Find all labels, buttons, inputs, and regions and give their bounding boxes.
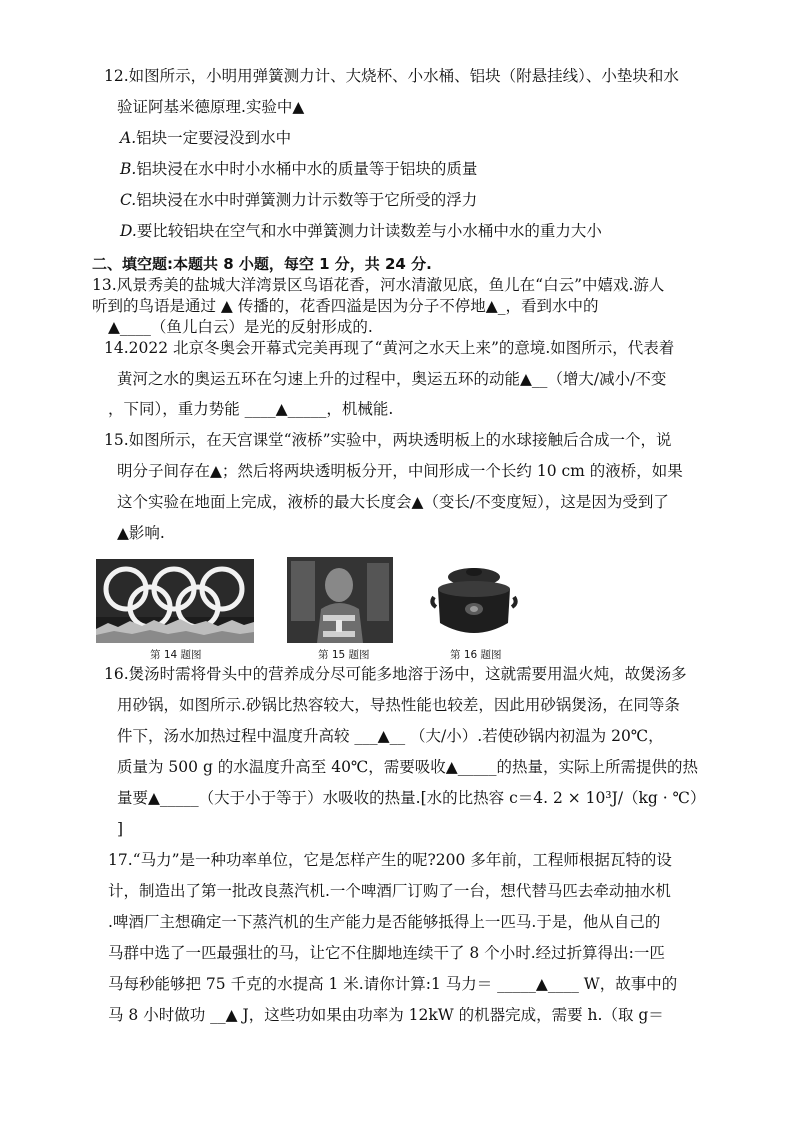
figure-14-olympic-rings: [96, 559, 254, 643]
q14-line2: 黄河之水的奥运五环在匀速上升的过程中，奥运五环的动能▲__（增大/减小/不变: [117, 370, 667, 388]
q13-line1: 13.风景秀美的盐城大洋湾景区鸟语花香，河水清澈见底，鱼儿在“白云”中嬉戏.游人: [92, 276, 665, 294]
q16-line2: 用砂锅，如图所示.砂锅比热容较大，导热性能也较差，因此用砂锅煲汤，在同等条: [117, 696, 680, 714]
q17-line2: 计，制造出了第一批改良蒸汽机.一个啤酒厂订购了一台，想代替马匹去牵动抽水机: [108, 882, 671, 900]
figure-15-liquid-bridge: [287, 557, 393, 643]
section-heading: 二、填空题:本题共 8 小题，每空 1 分，共 24 分.: [92, 255, 432, 273]
q12-option-a: [120, 128, 291, 148]
figure-14-caption: 第 14 题图: [150, 649, 202, 661]
q17-line4: 马群中选了一匹最强壮的马，让它不住脚地连续干了 8 个小时.经过折算得出:一匹: [108, 944, 665, 962]
q13-line3: ▲____（鱼儿白云）是光的反射形成的.: [108, 318, 373, 336]
figure-15-caption: 第 15 题图: [318, 649, 370, 661]
option-text: 要比较铝块在空气和水中弹簧测力计读数差与小水桶中水的重力大小: [136, 222, 602, 240]
q17-line5: 马每秒能够把 75 千克的水提高 1 米.请你计算:1 马力＝ _____▲____ W，故事中的: [108, 975, 678, 993]
option-text: 铝块浸在水中时弹簧测力计示数等于它所受的浮力: [136, 191, 478, 209]
option-text: 铝块浸在水中时小水桶中水的质量等于铝块的质量: [136, 160, 478, 178]
option-letter: B.: [120, 160, 137, 178]
q12-line1: 12.如图所示，小明用弹簧测力计、大烧杯、小水桶、铝块（附悬挂线）、小垫块和水: [104, 67, 679, 85]
q12-option-b: [120, 159, 477, 179]
q16-line5: 量要▲_____（大于小于等于）水吸收的热量.[水的比热容 c＝4. 2 × 10³J/（kg · ℃）: [117, 789, 706, 807]
q13-line2: 听到的鸟语是通过 ▲ 传播的，花香四溢是因为分子不停地▲_，看到水中的: [92, 297, 599, 315]
q12-option-c: [120, 190, 477, 210]
figure-16-clay-pot: [428, 563, 520, 643]
q14-line1: 14.2022 北京冬奥会开幕式完美再现了“黄河之水天上来”的意境.如图所示，代表着: [104, 339, 675, 357]
q17-line3: .啤酒厂主想确定一下蒸汽机的生产能力是否能够抵得上一匹马.于是，他从自己的: [108, 913, 661, 931]
q15-line2: 明分子间存在▲；然后将两块透明板分开，中间形成一个长约 10 cm 的液桥，如果: [117, 462, 683, 480]
q15-line1: 15.如图所示，在天宫课堂“液桥”实验中，两块透明板上的水球接触后合成一个，说: [104, 431, 672, 449]
option-letter: C.: [120, 191, 137, 209]
q16-line3: 件下，汤水加热过程中温度升高较 ___▲__ （大/小）.若使砂锅内初温为 20℃，: [117, 727, 664, 745]
q15-line3: 这个实验在地面上完成，液桥的最大长度会▲（变长/不变度短），这是因为受到了: [117, 493, 669, 511]
q12-option-d: [120, 221, 602, 241]
q16-line4: 质量为 500 g 的水温度升高至 40℃，需要吸收▲_____的热量，实际上所需提供的热: [117, 758, 698, 776]
q17-line1: 17.“马力”是一种功率单位，它是怎样产生的呢?200 多年前，工程师根据瓦特的设: [108, 851, 672, 869]
q16-line1: 16.煲汤时需将骨头中的营养成分尽可能多地溶于汤中，这就需要用温火炖，故煲汤多: [104, 665, 687, 683]
figure-16-caption: 第 16 题图: [450, 649, 502, 661]
q12-line2: 验证阿基米德原理.实验中▲: [117, 98, 305, 116]
option-letter: A.: [120, 129, 137, 147]
q15-line4: ▲影响.: [117, 524, 165, 542]
option-letter: D.: [120, 222, 137, 240]
option-text: 铝块一定要浸没到水中: [136, 129, 292, 147]
q14-line3: ，下同），重力势能 ____▲_____，机械能.: [108, 400, 394, 418]
q17-line6: 马 8 小时做功 __▲ J，这些功如果由功率为 12kW 的机器完成，需要 h.（取 g＝: [108, 1006, 664, 1024]
q16-line6: ]: [117, 820, 124, 838]
